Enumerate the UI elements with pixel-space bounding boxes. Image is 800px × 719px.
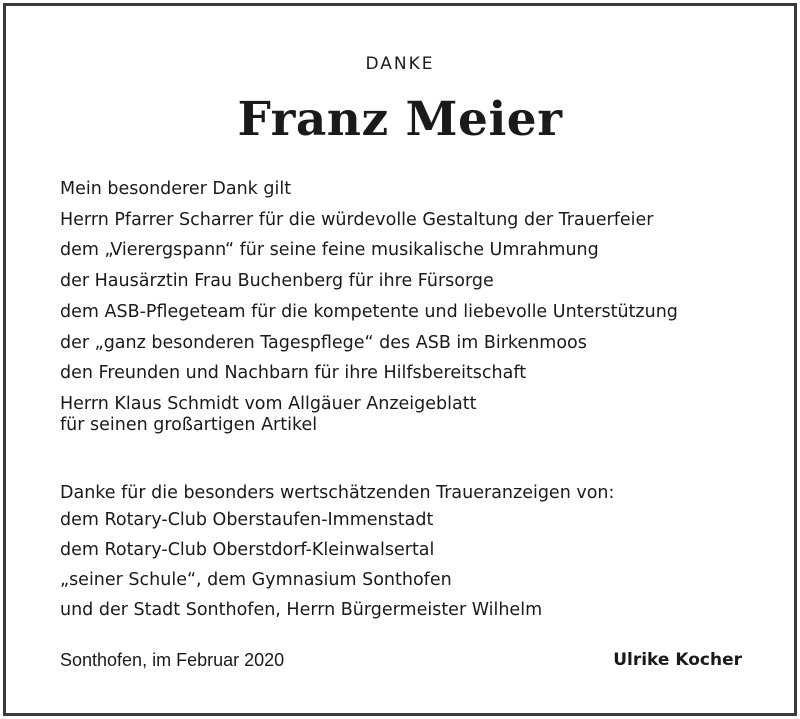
deceased-name: Franz Meier	[237, 92, 563, 147]
thanks-line: den Freunden und Nachbarn für ihre Hilfsbereitschaft	[60, 363, 527, 383]
notice-line: „seiner Schule“, dem Gymnasium Sonthofen	[60, 570, 452, 590]
thanks-line: der Hausärztin Frau Buchenberg für ihre Fürsorge	[60, 271, 494, 291]
notice-line: Danke für die besonders wertschätzenden Traueranzeigen von:	[60, 483, 615, 503]
thanks-line: Mein besonderer Dank gilt	[60, 179, 292, 199]
thanks-line: dem „Vierergspann“ für seine feine musikalische Umrahmung	[60, 240, 599, 260]
notice-line: dem Rotary-Club Oberstdorf-Kleinwalsertal	[60, 540, 435, 560]
notice-heading: DANKE	[365, 54, 435, 74]
notice-line: und der Stadt Sonthofen, Herrn Bürgermeister Wilhelm	[60, 600, 543, 620]
signature: Ulrike Kocher	[613, 650, 742, 670]
thanks-line: Herrn Klaus Schmidt vom Allgäuer Anzeigeblatt	[60, 394, 477, 414]
thanks-line: dem ASB-Pflegeteam für die kompetente und liebevolle Unterstützung	[60, 302, 678, 322]
thanks-line: Herrn Pfarrer Scharrer für die würdevolle Gestaltung der Trauerfeier	[60, 210, 654, 230]
thanks-line: der „ganz besonderen Tagespflege“ des ASB im Birkenmoos	[60, 333, 587, 353]
notice-line: dem Rotary-Club Oberstaufen-Immenstadt	[60, 510, 434, 530]
thanks-line: für seinen großartigen Artikel	[60, 415, 318, 435]
place-date: Sonthofen, im Februar 2020	[60, 650, 285, 670]
